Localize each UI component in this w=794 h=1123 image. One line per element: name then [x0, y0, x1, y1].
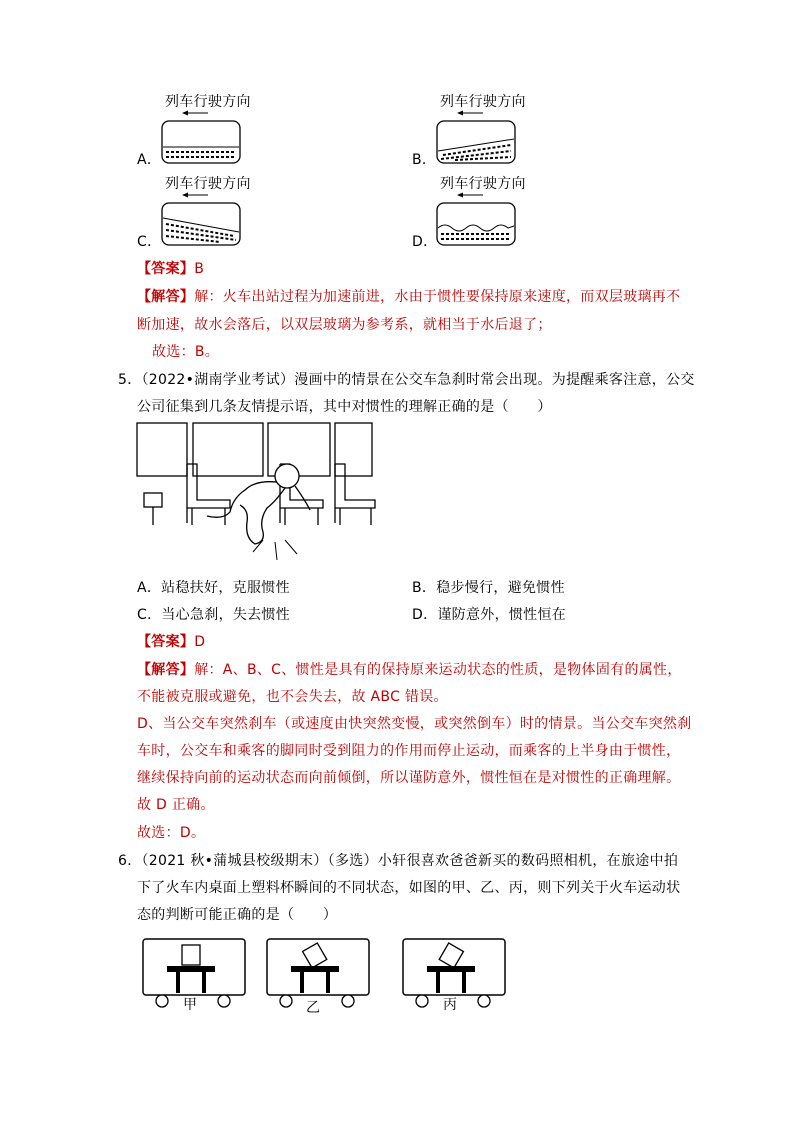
label-yi: 乙 [306, 1000, 321, 1016]
q5-analysis-line1 [137, 660, 682, 680]
option-c-figure [160, 190, 245, 250]
q6-stem-line3: 态的判断可能正确的是（ ） [137, 907, 338, 923]
option-c-caption: 列车行驶方向 [165, 176, 251, 192]
q6-stem-line2: 下了火车内桌面上塑料杯瞬间的不同状态，如图的甲、乙、丙，则下列关于火车运动状 [137, 880, 681, 896]
q5-analysis-text1: 解：A、B、C、惯性是具有的保持原来运动状态的性质，是物体固有的属性， [194, 662, 682, 678]
option-d-caption: 列车行驶方向 [440, 176, 526, 192]
q5-analysis-line2: 不能被克服或避免，也不会失去，故 ABC 错误。 [137, 689, 448, 705]
option-d-letter: D． [412, 234, 438, 250]
option-a-caption: 列车行驶方向 [165, 94, 251, 110]
q4-analysis-line2: 断加速，故水会落后，以双层玻璃为参考系，就相当于水后退了； [137, 317, 552, 333]
q5-answer-value: D [194, 634, 206, 650]
q4-answer [137, 259, 204, 279]
q4-answer-value: B [194, 261, 205, 277]
bus-cartoon-figure [135, 420, 385, 570]
q4-analysis-line1 [137, 287, 680, 307]
q4-answer-tag: 【答案】 [137, 261, 195, 277]
label-bing: 丙 [443, 997, 458, 1013]
option-a-letter: A． [137, 152, 162, 168]
q5-option-c: C．当心急刹，失去惯性 [137, 607, 291, 623]
q5-stem-line2: 公司征集到几条友情提示语，其中对惯性的理解正确的是（ ） [137, 399, 552, 415]
q5-choose: 故选：D。 [137, 825, 206, 841]
q5-analysis-tag: 【解答】 [137, 662, 195, 678]
option-b-letter: B． [412, 152, 437, 168]
q4-choose: 故选：B。 [152, 344, 220, 360]
q6-stem-line1: 6．（2021 秋•蒲城县校级期末）（多选）小轩很喜欢爸爸新买的数码照相机，在旅途中拍 [118, 853, 679, 869]
q4-analysis-text1: 解：火车出站过程为加速前进，水由于惯性要保持原来速度，而双层玻璃再不 [194, 289, 681, 305]
label-jia: 甲 [183, 997, 198, 1013]
q4-analysis-tag: 【解答】 [137, 289, 195, 305]
q5-option-a: A．站稳扶好，克服惯性 [137, 580, 290, 596]
q5-analysis-line4: 车时，公交车和乘客的脚同时受到阻力的作用而停止运动，而乘客的上半身由于惯性， [137, 743, 681, 759]
q5-analysis-line6: 故 D 正确。 [137, 797, 215, 813]
option-a-figure [160, 108, 245, 168]
q5-option-d: D．谨防意外，惯性恒在 [412, 607, 567, 623]
q5-option-b: B．稳步慢行，避免惯性 [412, 580, 565, 596]
option-b-figure [435, 108, 520, 168]
q5-analysis-line5: 继续保持向前的运动状态而向前倾倒，所以谨防意外，惯性恒在是对惯性的正确理解。 [137, 770, 681, 786]
option-b-caption: 列车行驶方向 [440, 94, 526, 110]
q5-analysis-line3: D、当公交车突然刹车（或速度由快突然变慢，或突然倒车）时的情景。当公交车突然刹 [137, 716, 692, 732]
option-d-figure [435, 190, 520, 250]
q5-answer [137, 632, 205, 652]
option-c-letter: C． [137, 234, 162, 250]
q5-stem-line1: 5．（2022•湖南学业考试）漫画中的情景在公交车急刹时常会出现。为提醒乘客注意，公交 [118, 372, 695, 388]
q5-answer-tag: 【答案】 [137, 634, 195, 650]
